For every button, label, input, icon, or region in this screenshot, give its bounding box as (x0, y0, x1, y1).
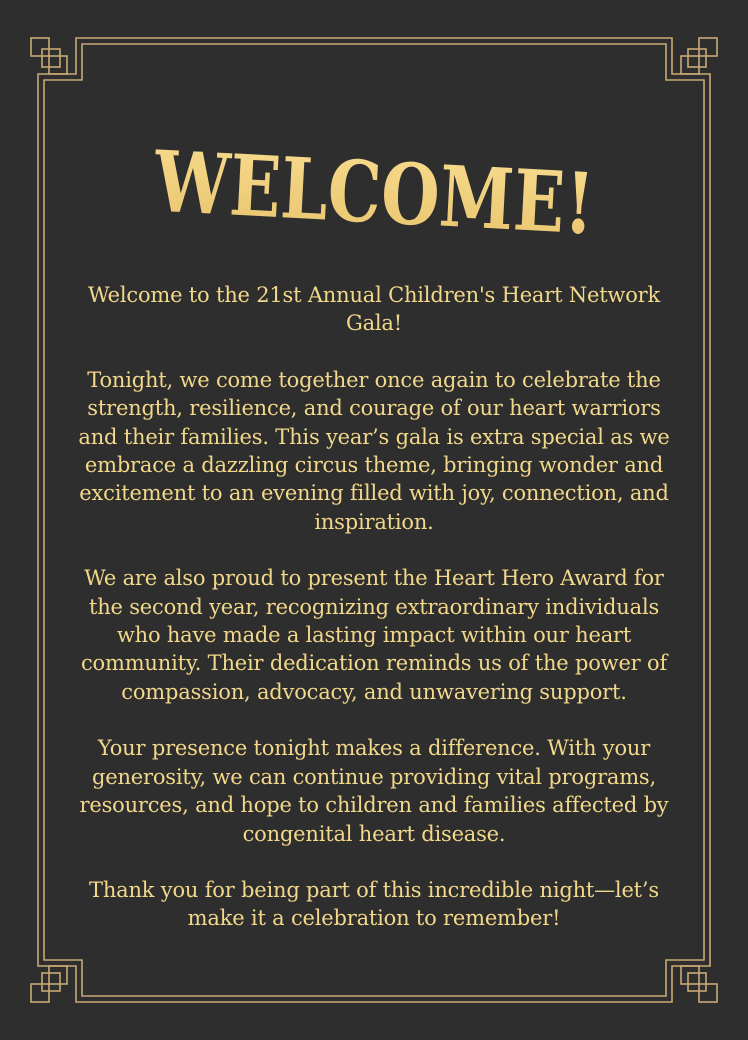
paragraph-intro: Welcome to the 21st Annual Children's Heart Network Gala! (87, 283, 661, 336)
paragraph-award: We are also proud to present the Heart Hero Award for the second year, recognizing extraordinary individuals who have made a lasting impact within our heart community. Their dedication reminds us of the power of compassion, advocacy, and unwavering support. (80, 566, 668, 704)
paragraph-celebration: Tonight, we come together once again to celebrate the strength, resilience, and courage of our heart warriors and their families. This year’s gala is extra special as we embrace a dazzling circus theme, bringing wonder and excitement to an evening filled with joy, connection, and inspiration. (78, 367, 670, 534)
corner-ornament-bottom-left (31, 966, 67, 1002)
paragraph-thanks: Thank you for being part of this incredible night—let’s make it a celebration to remember! (89, 877, 659, 931)
paragraph-support: Your presence tonight makes a difference. With your generosity, we can continue providing vital programs, resources, and hope to children and families affected by congenital heart disease. (79, 736, 669, 846)
corner-ornament-top-left (31, 38, 67, 74)
welcome-message (70, 281, 678, 933)
welcome-headline (0, 120, 748, 270)
headline-text: WELCOME! (152, 131, 708, 260)
corner-ornament-top-right (681, 38, 717, 74)
corner-ornament-bottom-right (681, 966, 717, 1002)
